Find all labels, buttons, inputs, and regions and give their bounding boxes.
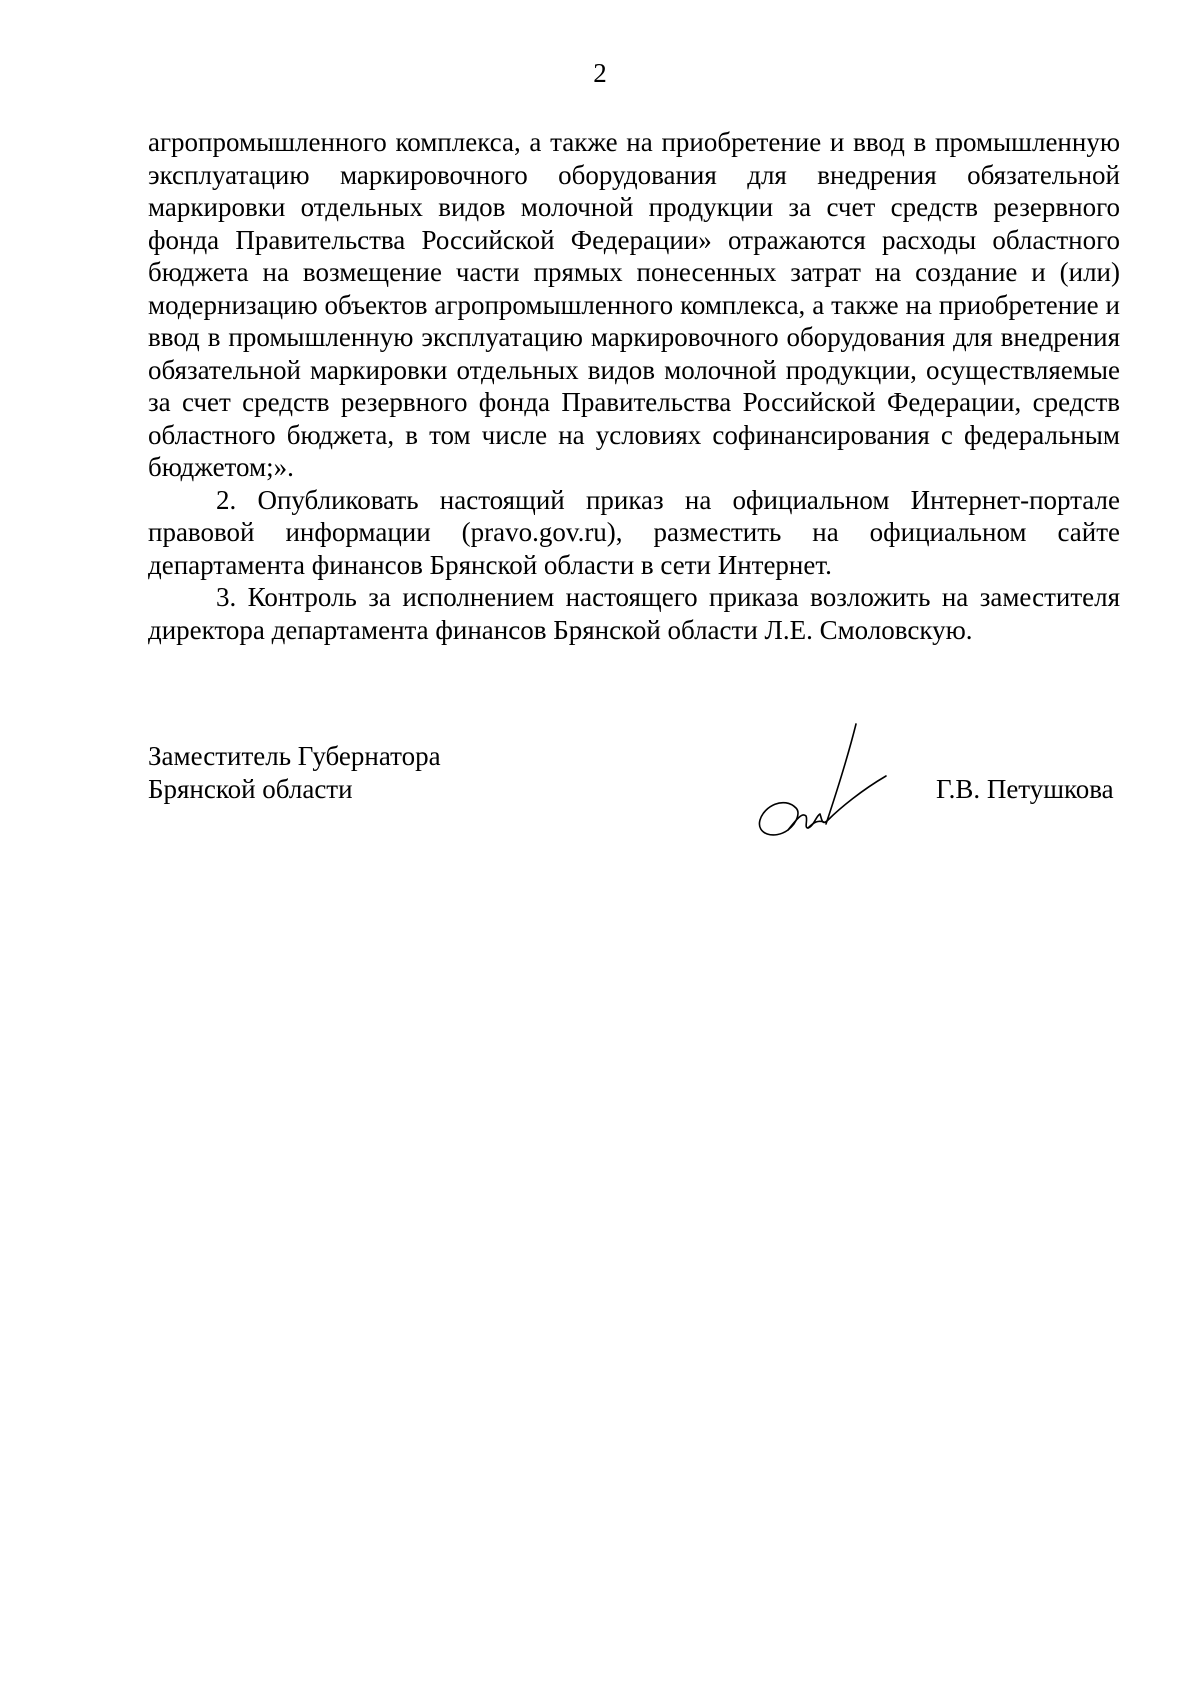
signature-block [148, 740, 1128, 860]
signer-position [148, 740, 441, 806]
handwritten-signature-icon [744, 716, 894, 846]
paragraph-item-3: 3. Контроль за исполнением настоящего приказа возложить на заместителя директора департамента финансов Брянской области Л.Е. Смоловскую. [148, 582, 1120, 645]
signer-position-line1: Заместитель Губернатора [148, 741, 441, 771]
document-body [148, 126, 1120, 646]
paragraph-continuation: агропромышленного комплекса, а также на приобретение и ввод в промышленную эксплуатацию маркировочного оборудования для внедрения обязательной маркировки отдельных видов молочной продукции за счет средств резервного фонда Правительства Российской Федерации» отражаются расходы областного бюджета на возмещение части прямых понесенных затрат на создание и (или) модернизацию объектов агропромышленного комплекса, а также на приобретение и ввод в промышленную эксплуатацию маркировочного оборудования для внедрения обязательной маркировки отдельных видов молочной продукции, осуществляемые за счет средств резервного фонда Правительства Российской Федерации, средств областного бюджета, в том числе на условиях софинансирования с федеральным бюджетом;». [148, 127, 1120, 482]
page-number: 2 [593, 58, 607, 88]
signer-name: Г.В. Петушкова [936, 774, 1114, 804]
signer-position-line2: Брянской области [148, 774, 353, 804]
paragraph-item-2: 2. Опубликовать настоящий приказ на официальном Интернет-портале правовой информации (pravo.gov.ru), разместить на официальном сайте департамента финансов Брянской области в сети Интернет. [148, 484, 1120, 580]
